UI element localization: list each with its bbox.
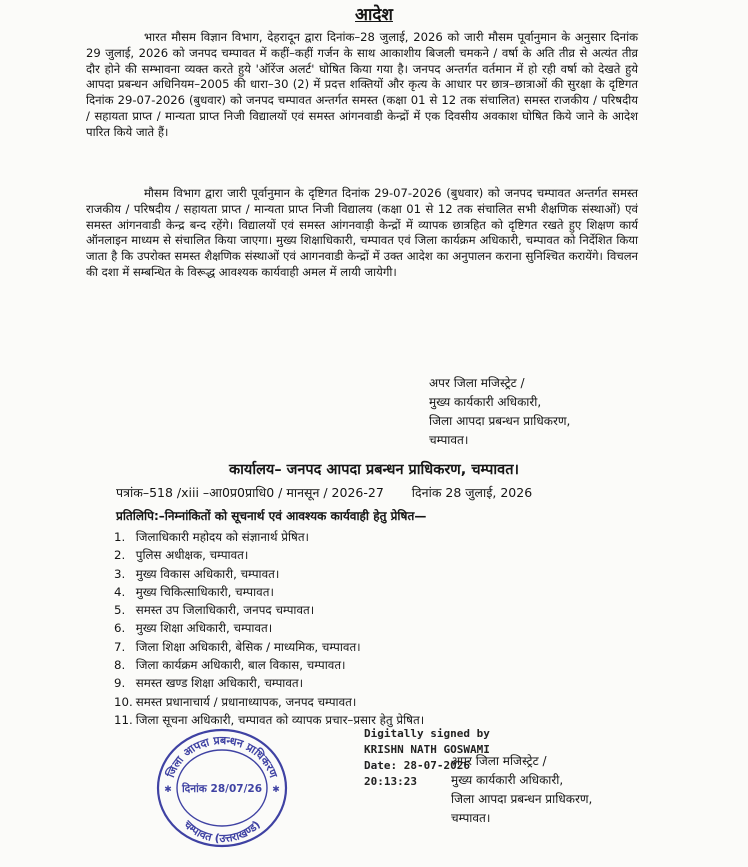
letter-date: दिनांक 28 जुलाई, 2026 xyxy=(411,485,533,500)
list-item-text: मुख्य विकास अधिकारी, चम्पावत। xyxy=(135,566,280,581)
stamp-bottom-text-path: चम्पावत (उत्तराखण्ड) xyxy=(181,817,263,846)
order-title: आदेश xyxy=(355,5,393,25)
list-item-text: जिलाधिकारी महोदय को संज्ञानार्थ प्रेषित। xyxy=(135,530,310,544)
list-item-text: मुख्य शिक्षा अधिकारी, चम्पावत। xyxy=(135,621,273,636)
letter-number: पत्रांक–518 /xiii –आ0प्र0प्राधि0 / मानसून / 2026-27 xyxy=(116,485,384,500)
order-paragraph-1: भारत मौसम विज्ञान विभाग, देहरादून द्वारा दिनांक–28 जुलाई, 2026 को जारी मौसम पूर्वानुमान के अनुसार दिनांक 29 जुलाई, 2026 को जनपद चम्पावत में कहीं–कहीं गर्जन के साथ आकाशीय बिजली चमकने / वर्षा के अति तीव्र से अत्यंत तीव्र दौर होने की सम्भावना व्यक्त करते हुये 'ऑरेंज अलर्ट' घोषित किया गया है। जनपद अन्तर्गत वर्तमान में हो रही वर्षा को देखते हुये आपदा प्रबन्धन अधिनियम–2005 की धारा–30 (2) में प्रदत्त शक्तियों और कृत्य के आधार पर छात्र–छात्राओं की सुरक्षा के दृष्टिगत दिनांक 29-07-2026 (बुधवार) को जनपद चम्पावत अन्तर्गत समस्त (कक्षा 01 से 12 तक संचालित) समस्त राजकीय / परिषदीय / सहायता प्राप्त / मान्यता प्राप्त निजी विद्यालयों एवं समस्त आंगनवाडी केन्द्रों में एक दिवसीय अवकाश घोषित किये जाने के आदेश पारित किये जाते हैं। xyxy=(86,30,638,139)
list-item-text: समस्त खण्ड शिक्षा अधिकारी, चम्पावत। xyxy=(135,676,304,691)
list-item-number: 7. xyxy=(114,639,126,654)
list-item-number: 6. xyxy=(114,621,126,636)
signatory-designation: मुख्य कार्यकारी अधिकारी, xyxy=(429,395,542,409)
list-item-number: 9. xyxy=(114,676,126,691)
list-item-text: जिला सूचना अधिकारी, चम्पावत को व्यापक प्रचार–प्रसार हेतु प्रेषित। xyxy=(135,712,425,727)
list-item-number: 5. xyxy=(114,603,126,618)
list-item-text: जिला शिक्षा अधिकारी, बेसिक / माध्यमिक, चम्पावत। xyxy=(135,639,361,654)
list-item-number: 3. xyxy=(114,566,126,581)
signature-block-2 xyxy=(451,752,592,828)
list-item-text: जिला कार्यक्रम अधिकारी, बाल विकास, चम्पावत। xyxy=(135,658,346,673)
list-item xyxy=(114,656,424,674)
list-item xyxy=(114,565,424,583)
digital-signature-name: KRISHN NATH GOSWAMI xyxy=(364,743,490,756)
list-item-number: 11. xyxy=(114,712,133,727)
signatory-designation: अपर जिला मजिस्ट्रेट / xyxy=(429,376,525,390)
list-item-number: 10. xyxy=(114,694,133,709)
signatory-designation: अपर जिला मजिस्ट्रेट / xyxy=(451,754,547,768)
stamp-top-text-path: जिला आपदा प्रबन्धन प्राधिकरण xyxy=(164,733,280,780)
list-item xyxy=(114,546,424,564)
list-item-text: मुख्य चिकित्साधिकारी, चम्पावत। xyxy=(135,584,274,599)
stamp-star-icon: ✱ xyxy=(164,785,172,795)
digital-signature-date: Date: 28-07-2026 xyxy=(364,759,470,772)
stamp-date: दिनांक 28/07/26 xyxy=(181,783,263,795)
list-item-text: समस्त प्रधानाचार्य / प्रधानाध्यापक, जनपद चम्पावत। xyxy=(135,694,357,709)
stamp-star-icon: ✱ xyxy=(272,785,280,795)
list-item xyxy=(114,619,424,637)
list-item xyxy=(114,583,424,601)
copy-list xyxy=(114,528,424,729)
copy-to-heading: प्रतिलिपि:–निम्नांकितों को सूचनार्थ एवं आवश्यक कार्यवाही हेतु प्रेषित— xyxy=(116,509,427,523)
signatory-office: जिला आपदा प्रबन्धन प्राधिकरण, xyxy=(429,414,571,428)
signatory-place: चम्पावत। xyxy=(429,433,469,447)
signatory-designation: मुख्य कार्यकारी अधिकारी, xyxy=(451,773,564,787)
list-item-number: 4. xyxy=(114,584,126,599)
list-item xyxy=(114,693,424,711)
office-seal-stamp xyxy=(150,724,290,849)
signatory-office: जिला आपदा प्रबन्धन प्राधिकरण, xyxy=(451,792,593,806)
list-item-number: 1. xyxy=(114,530,126,544)
office-heading: कार्यालय– जनपद आपदा प्रबन्धन प्राधिकरण, चम्पावत। xyxy=(229,462,519,478)
letter-reference xyxy=(116,484,532,501)
list-item-number: 8. xyxy=(114,658,126,673)
list-item-text: पुलिस अधीक्षक, चम्पावत। xyxy=(135,548,249,563)
order-paragraph-2: मौसम विभाग द्वारा जारी पूर्वानुमान के दृष्टिगत दिनांक 29-07-2026 (बुधवार) को जनपद चम्पावत अन्तर्गत समस्त राजकीय / परिषदीय / सहायता प्राप्त / मान्यता प्राप्त निजी विद्यालय (कक्षा 01 से 12 तक संचालित सभी शैक्षणिक संस्थाओं) एवं समस्त आंगनवाडी केन्द्र बन्द रहेंगे। विद्यालयों एवं समस्त आंगनवाड़ी केन्द्रों में व्यापक छात्रहित को दृष्टिगत रखते हुए शिक्षण कार्य ऑनलाइन माध्यम से संचालित किया जाएगा। मुख्य शिक्षाधिकारी, चम्पावत एवं जिला कार्यक्रम अधिकारी, चम्पावत को निर्देशित किया जाता है कि उपरोक्त समस्त शैक्षणिक संस्थाओं एवं आगनवाडी केन्द्रों में उक्त आदेश का अनुपालन कराना सुनिश्चित करायेंगे। विचलन की दशा में सम्बन्धित के विरूद्ध आवश्यक कार्यवाही अमल में लायी जायेगी। xyxy=(86,186,638,279)
list-item xyxy=(114,638,424,656)
signature-block-1 xyxy=(429,374,570,450)
list-item xyxy=(114,528,424,546)
list-item-number: 2. xyxy=(114,548,126,563)
digital-signature-time: 20:13:23 xyxy=(364,775,417,788)
list-item xyxy=(114,674,424,692)
signatory-place: चम्पावत। xyxy=(451,811,491,825)
digital-signature-label: Digitally signed by xyxy=(364,727,490,740)
list-item xyxy=(114,601,424,619)
list-item-text: समस्त उप जिलाधिकारी, जनपद चम्पावत। xyxy=(135,603,315,618)
